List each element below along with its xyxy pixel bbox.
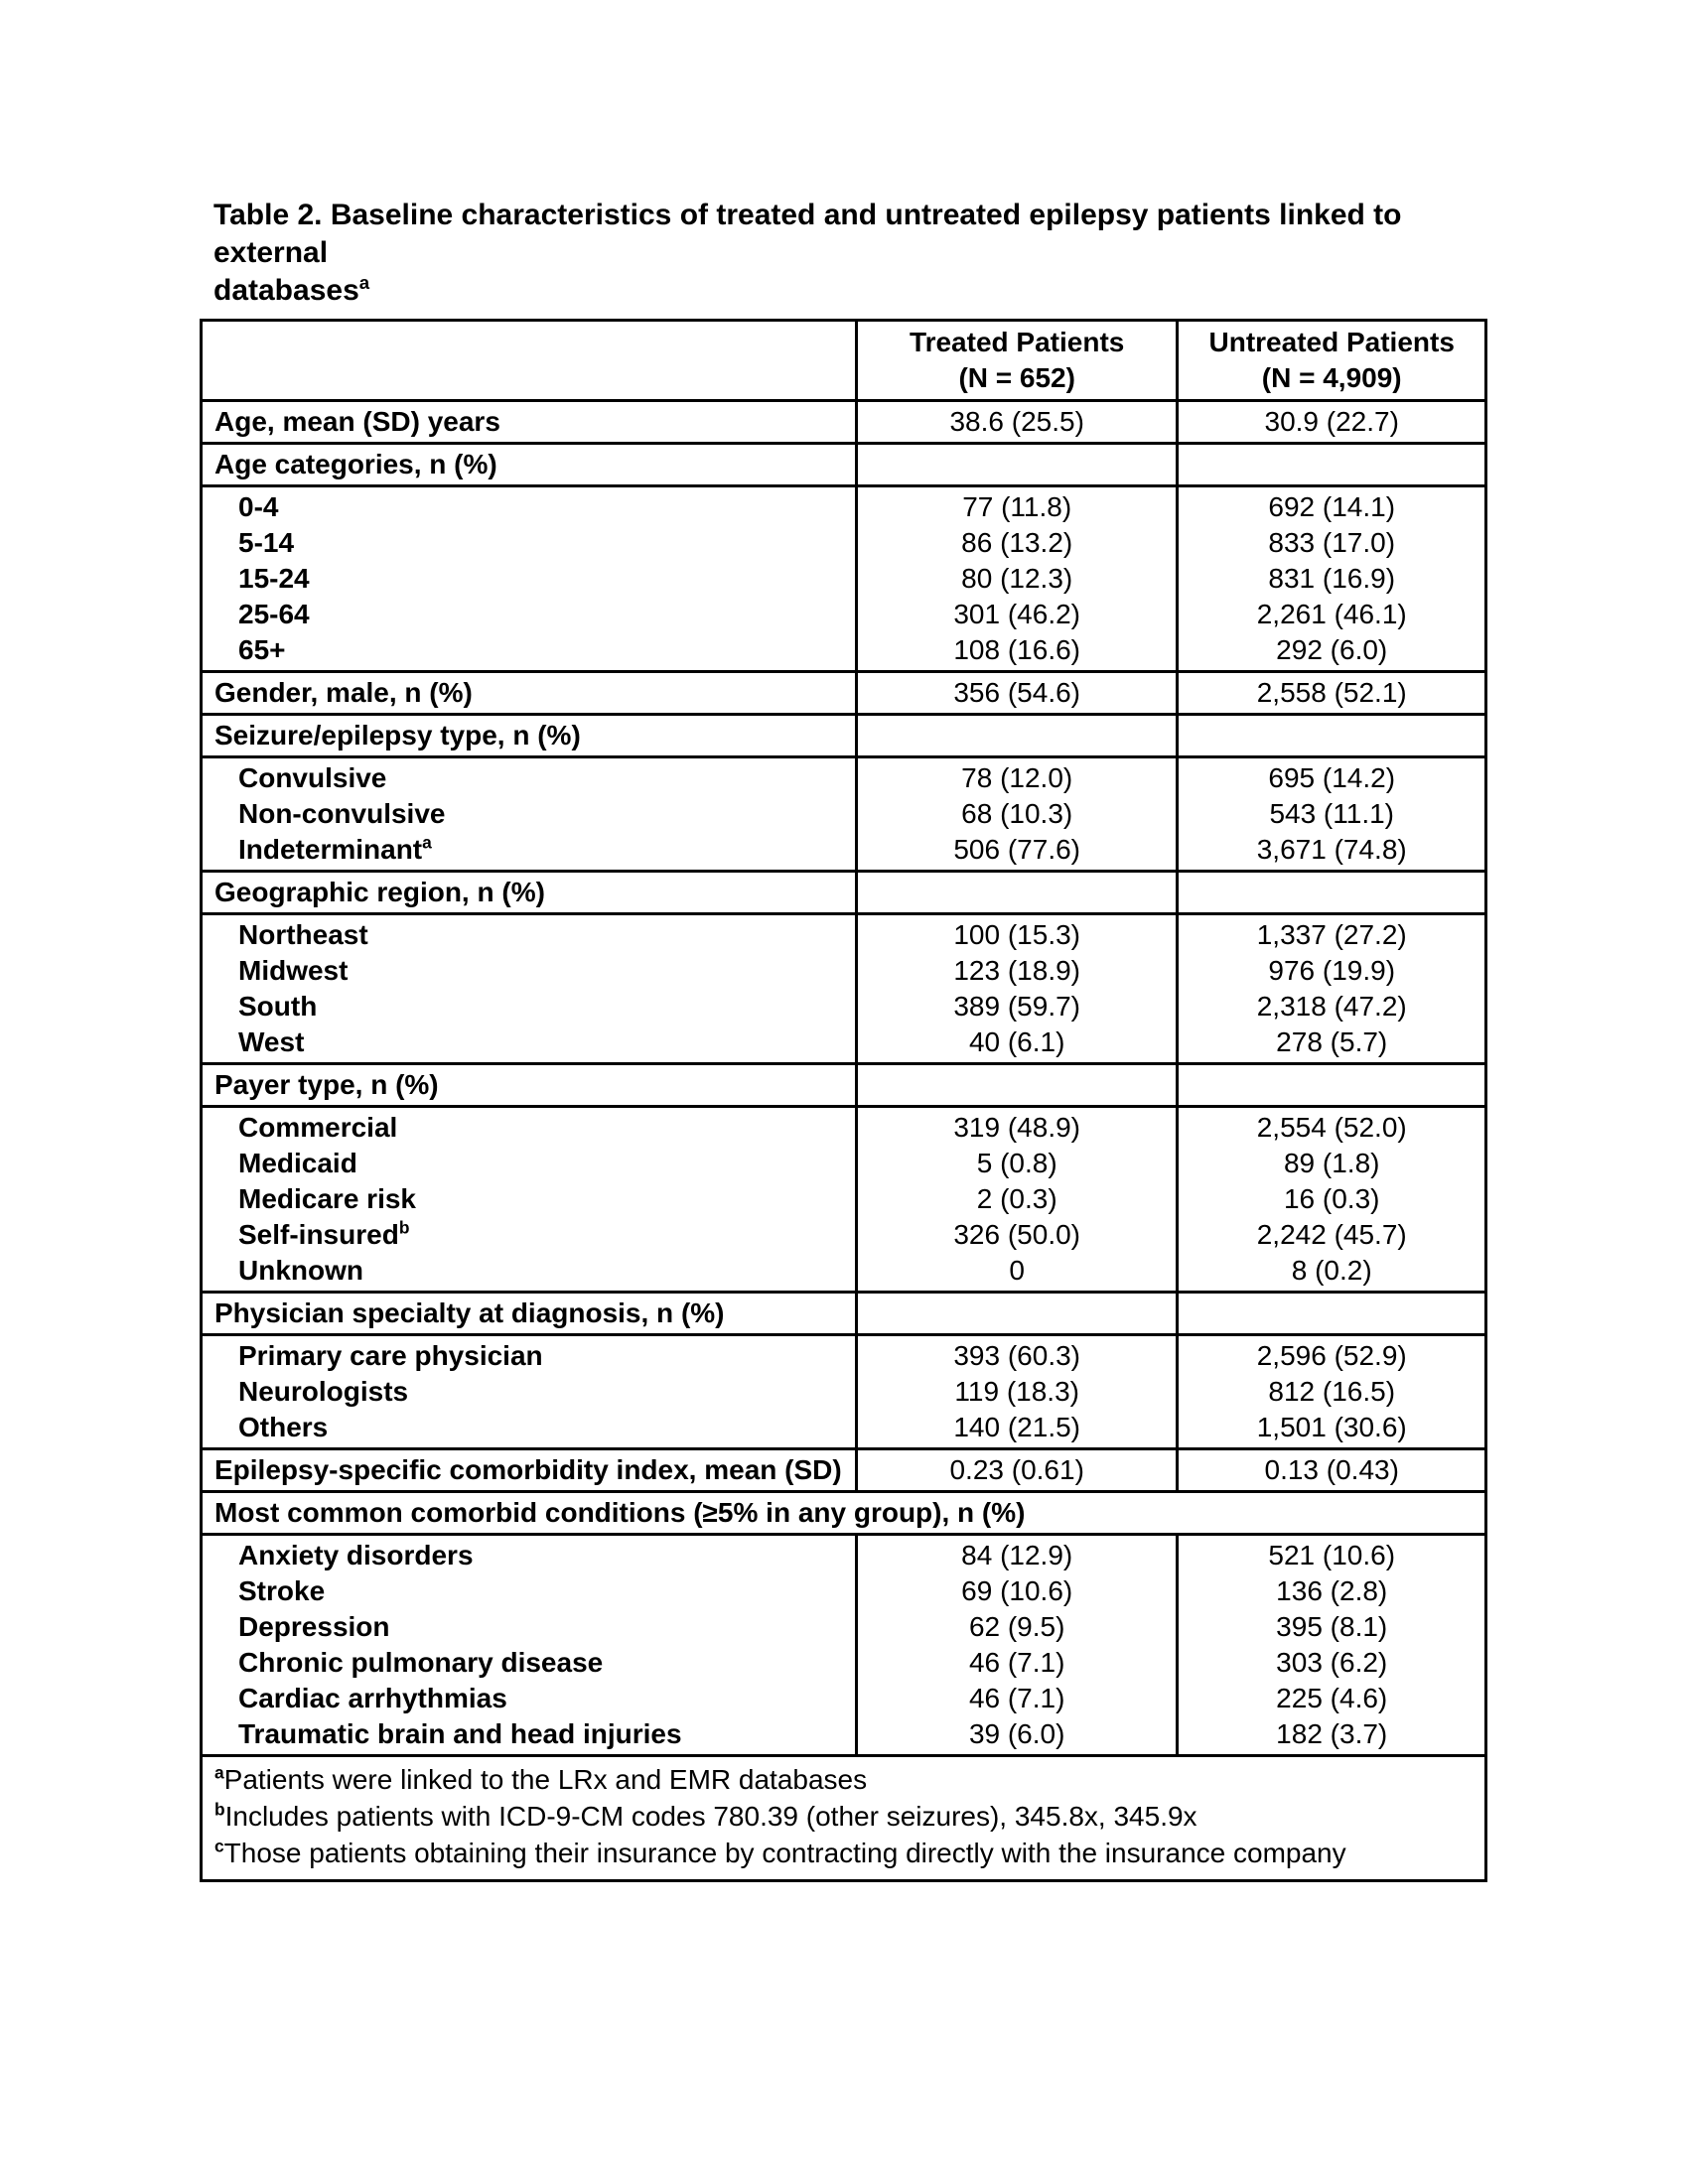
group-item-treated-value: 68 (10.3) xyxy=(961,798,1073,829)
group-item-untreated-value: 292 (6.0) xyxy=(1276,634,1388,665)
untreated-value-cell: 30.9 (22.7) xyxy=(1178,401,1486,444)
group-item-label-text: Northeast xyxy=(238,919,368,950)
section-row xyxy=(202,715,1486,757)
group-item-label xyxy=(203,1573,855,1609)
group-labels-cell xyxy=(202,1107,857,1293)
group-item-treated-value: 84 (12.9) xyxy=(961,1540,1073,1570)
footnote-marker-a: a xyxy=(214,1762,224,1783)
group-item-label xyxy=(203,1217,855,1253)
group-item-label xyxy=(203,1609,855,1645)
row-label-cell: Age, mean (SD) years xyxy=(202,401,857,444)
treated-header-line1: Treated Patients xyxy=(910,327,1125,357)
group-item-label-text: Medicaid xyxy=(238,1148,357,1178)
data-row xyxy=(202,401,1486,444)
untreated-value-cell: 0.13 (0.43) xyxy=(1178,1449,1486,1492)
group-item-label-text: South xyxy=(238,991,318,1022)
group-item-untreated-value: 1,501 (30.6) xyxy=(1256,1412,1407,1442)
group-item-label xyxy=(203,832,855,868)
group-item-treated-value: 393 (60.3) xyxy=(953,1340,1080,1371)
group-item-treated-value: 39 (6.0) xyxy=(968,1718,1065,1749)
group-item-untreated-value: 2,242 (45.7) xyxy=(1256,1219,1407,1250)
footnotes-row xyxy=(202,1756,1486,1881)
group-item-label xyxy=(203,1146,855,1181)
footnote xyxy=(214,1761,1473,1798)
group-item-label-text: Traumatic brain and head injuries xyxy=(238,1718,682,1749)
group-item-label-text: Indeterminant xyxy=(238,834,423,865)
group-item-treated-value: 123 (18.9) xyxy=(953,955,1080,986)
group-item-untreated-value: 2,318 (47.2) xyxy=(1256,991,1407,1022)
group-item-label-text: West xyxy=(238,1026,305,1057)
treated-value-cell xyxy=(856,715,1178,757)
group-item-treated-value: 2 (0.3) xyxy=(976,1183,1057,1214)
group-item-label xyxy=(203,1716,855,1752)
group-item-label-text: Neurologists xyxy=(238,1376,409,1407)
group-untreated-values-cell xyxy=(1178,1335,1486,1449)
group-item-untreated-value: 695 (14.2) xyxy=(1268,762,1396,793)
section-row xyxy=(202,1293,1486,1335)
group-item-treated-value: 100 (15.3) xyxy=(953,919,1080,950)
group-item-label-text: 15-24 xyxy=(238,563,310,594)
treated-value-cell xyxy=(856,444,1178,486)
untreated-value-cell: 2,558 (52.1) xyxy=(1178,672,1486,715)
group-labels-cell xyxy=(202,1335,857,1449)
untreated-value-cell xyxy=(1178,1064,1486,1107)
table-title-line2-text: databases xyxy=(213,274,359,307)
group-untreated-values-cell xyxy=(1178,1535,1486,1756)
group-item-untreated-value: 833 (17.0) xyxy=(1268,527,1396,558)
data-row xyxy=(202,672,1486,715)
group-item-treated-value: 5 (0.8) xyxy=(976,1148,1057,1178)
footnotes-cell xyxy=(202,1756,1486,1881)
group-item-treated-value: 319 (48.9) xyxy=(953,1112,1080,1143)
group-item-treated-value: 108 (16.6) xyxy=(953,634,1080,665)
group-row xyxy=(202,1335,1486,1449)
untreated-value-cell xyxy=(1178,444,1486,486)
group-item-label xyxy=(203,989,855,1024)
group-labels-cell xyxy=(202,486,857,672)
untreated-header-line1: Untreated Patients xyxy=(1208,327,1455,357)
group-item-untreated-value: 2,261 (46.1) xyxy=(1256,599,1407,629)
treated-value-cell: 356 (54.6) xyxy=(856,672,1178,715)
group-item-label-text: Chronic pulmonary disease xyxy=(238,1647,604,1678)
section-row xyxy=(202,1064,1486,1107)
group-row xyxy=(202,914,1486,1064)
group-item-label-text: Self-insured xyxy=(238,1219,399,1250)
data-row xyxy=(202,1449,1486,1492)
group-item-treated-value: 326 (50.0) xyxy=(953,1219,1080,1250)
group-row xyxy=(202,757,1486,872)
group-item-untreated-value: 543 (11.1) xyxy=(1269,798,1394,829)
group-item-untreated-value: 278 (5.7) xyxy=(1276,1026,1388,1057)
group-item-label xyxy=(203,1645,855,1681)
group-item-label xyxy=(203,796,855,832)
group-item-treated-value: 0 xyxy=(1009,1255,1025,1286)
group-item-label xyxy=(203,1024,855,1060)
group-item-treated-value: 40 (6.1) xyxy=(968,1026,1065,1057)
group-item-label xyxy=(203,1338,855,1374)
empty-header-cell xyxy=(202,321,857,401)
footnote-text: Includes patients with ICD-9-CM codes 780.39 (other seizures), 345.8x, 345.9x xyxy=(224,1801,1197,1832)
group-item-label-text: 25-64 xyxy=(238,599,310,629)
group-item-label xyxy=(203,561,855,597)
treated-value-cell xyxy=(856,1064,1178,1107)
group-row xyxy=(202,1107,1486,1293)
group-item-untreated-value: 831 (16.9) xyxy=(1268,563,1396,594)
treated-value-cell: 38.6 (25.5) xyxy=(856,401,1178,444)
document-page xyxy=(200,197,1487,1882)
group-item-treated-value: 80 (12.3) xyxy=(961,563,1073,594)
group-item-untreated-value: 89 (1.8) xyxy=(1283,1148,1380,1178)
group-item-label-text: Others xyxy=(238,1412,329,1442)
group-item-untreated-value: 976 (19.9) xyxy=(1268,955,1396,986)
group-treated-values-cell xyxy=(856,486,1178,672)
group-item-label xyxy=(203,760,855,796)
group-treated-values-cell xyxy=(856,1107,1178,1293)
group-item-untreated-value: 1,337 (27.2) xyxy=(1256,919,1407,950)
treated-value-cell xyxy=(856,1293,1178,1335)
row-label-cell: Geographic region, n (%) xyxy=(202,872,857,914)
baseline-characteristics-table xyxy=(200,319,1487,1882)
group-item-label xyxy=(203,1538,855,1573)
untreated-value-cell xyxy=(1178,1293,1486,1335)
group-item-untreated-value: 2,554 (52.0) xyxy=(1256,1112,1407,1143)
group-item-untreated-value: 225 (4.6) xyxy=(1276,1683,1388,1713)
footnote-marker-c: c xyxy=(214,1836,224,1856)
row-label-cell: Age categories, n (%) xyxy=(202,444,857,486)
group-item-label xyxy=(203,525,855,561)
group-item-label xyxy=(203,632,855,668)
group-item-label-text: Stroke xyxy=(238,1575,326,1606)
untreated-patients-header-cell xyxy=(1178,321,1486,401)
group-item-label-text: 0-4 xyxy=(238,491,279,522)
group-untreated-values-cell xyxy=(1178,486,1486,672)
group-item-label-text: Convulsive xyxy=(238,762,387,793)
group-item-label-text: 65+ xyxy=(238,634,286,665)
group-item-treated-value: 46 (7.1) xyxy=(968,1683,1065,1713)
group-item-untreated-value: 136 (2.8) xyxy=(1276,1575,1388,1606)
header-row xyxy=(202,321,1486,401)
untreated-value-cell xyxy=(1178,715,1486,757)
group-treated-values-cell xyxy=(856,1535,1178,1756)
table-title-line1: Table 2. Baseline characteristics of treated and untreated epilepsy patients linked to external xyxy=(213,199,1402,269)
group-item-label xyxy=(203,917,855,953)
superscript-b: b xyxy=(398,1217,410,1238)
superscript-a: a xyxy=(422,832,432,853)
group-item-label-text: Depression xyxy=(238,1611,390,1642)
table-title xyxy=(213,197,1487,310)
footnote-marker-b: b xyxy=(214,1799,225,1820)
group-item-label xyxy=(203,1110,855,1146)
group-item-label-text: Midwest xyxy=(238,955,349,986)
group-item-treated-value: 140 (21.5) xyxy=(953,1412,1080,1442)
group-item-untreated-value: 3,671 (74.8) xyxy=(1256,834,1407,865)
group-item-treated-value: 389 (59.7) xyxy=(953,991,1080,1022)
group-untreated-values-cell xyxy=(1178,914,1486,1064)
treated-patients-header-cell xyxy=(856,321,1178,401)
group-item-untreated-value: 16 (0.3) xyxy=(1283,1183,1380,1214)
footnote xyxy=(214,1798,1473,1835)
group-item-label xyxy=(203,597,855,632)
group-item-treated-value: 506 (77.6) xyxy=(953,834,1080,865)
section-row xyxy=(202,444,1486,486)
row-label-cell: Epilepsy-specific comorbidity index, mean (SD) xyxy=(202,1449,857,1492)
group-item-label-text: Commercial xyxy=(238,1112,398,1143)
group-item-treated-value: 301 (46.2) xyxy=(953,599,1080,629)
row-label-cell: Physician specialty at diagnosis, n (%) xyxy=(202,1293,857,1335)
group-item-label xyxy=(203,489,855,525)
group-item-label xyxy=(203,1253,855,1289)
footnote-text: Those patients obtaining their insurance by contracting directly with the insurance company xyxy=(223,1838,1346,1868)
treated-header-line2: (N = 652) xyxy=(958,362,1075,393)
group-item-untreated-value: 395 (8.1) xyxy=(1276,1611,1388,1642)
group-item-label-text: Unknown xyxy=(238,1255,363,1286)
group-item-treated-value: 62 (9.5) xyxy=(968,1611,1065,1642)
span-row xyxy=(202,1492,1486,1535)
group-item-label-text: Cardiac arrhythmias xyxy=(238,1683,507,1713)
group-item-treated-value: 119 (18.3) xyxy=(954,1376,1079,1407)
group-item-label xyxy=(203,953,855,989)
group-item-untreated-value: 303 (6.2) xyxy=(1276,1647,1388,1678)
group-item-label-text: Non-convulsive xyxy=(238,798,446,829)
group-untreated-values-cell xyxy=(1178,1107,1486,1293)
row-label-cell: Seizure/epilepsy type, n (%) xyxy=(202,715,857,757)
footnote xyxy=(214,1835,1473,1871)
group-item-untreated-value: 2,596 (52.9) xyxy=(1256,1340,1407,1371)
group-row xyxy=(202,1535,1486,1756)
group-item-label-text: Medicare risk xyxy=(238,1183,416,1214)
group-item-untreated-value: 521 (10.6) xyxy=(1268,1540,1396,1570)
group-item-treated-value: 86 (13.2) xyxy=(961,527,1073,558)
group-treated-values-cell xyxy=(856,1335,1178,1449)
group-treated-values-cell xyxy=(856,914,1178,1064)
footnote-text: Patients were linked to the LRx and EMR databases xyxy=(223,1764,868,1795)
group-item-label-text: Primary care physician xyxy=(238,1340,543,1371)
table-title-line2 xyxy=(213,272,1487,310)
group-labels-cell xyxy=(202,1535,857,1756)
group-untreated-values-cell xyxy=(1178,757,1486,872)
spanning-section-label-cell: Most common comorbid conditions (≥5% in any group), n (%) xyxy=(202,1492,1486,1535)
group-item-label xyxy=(203,1181,855,1217)
group-row xyxy=(202,486,1486,672)
group-item-untreated-value: 692 (14.1) xyxy=(1268,491,1396,522)
group-item-treated-value: 78 (12.0) xyxy=(961,762,1073,793)
group-item-label xyxy=(203,1410,855,1445)
title-superscript: a xyxy=(358,272,370,293)
group-item-label-text: 5-14 xyxy=(238,527,295,558)
group-labels-cell xyxy=(202,914,857,1064)
group-item-untreated-value: 182 (3.7) xyxy=(1276,1718,1388,1749)
group-treated-values-cell xyxy=(856,757,1178,872)
group-labels-cell xyxy=(202,757,857,872)
group-item-untreated-value: 812 (16.5) xyxy=(1268,1376,1396,1407)
group-item-untreated-value: 8 (0.2) xyxy=(1291,1255,1372,1286)
row-label-cell: Payer type, n (%) xyxy=(202,1064,857,1107)
untreated-value-cell xyxy=(1178,872,1486,914)
group-item-treated-value: 69 (10.6) xyxy=(961,1575,1073,1606)
group-item-label xyxy=(203,1374,855,1410)
group-item-label xyxy=(203,1681,855,1716)
section-row xyxy=(202,872,1486,914)
group-item-label-text: Anxiety disorders xyxy=(238,1540,474,1570)
treated-value-cell: 0.23 (0.61) xyxy=(856,1449,1178,1492)
group-item-treated-value: 77 (11.8) xyxy=(962,491,1072,522)
treated-value-cell xyxy=(856,872,1178,914)
untreated-header-line2: (N = 4,909) xyxy=(1261,362,1402,393)
group-item-treated-value: 46 (7.1) xyxy=(968,1647,1065,1678)
row-label-cell: Gender, male, n (%) xyxy=(202,672,857,715)
